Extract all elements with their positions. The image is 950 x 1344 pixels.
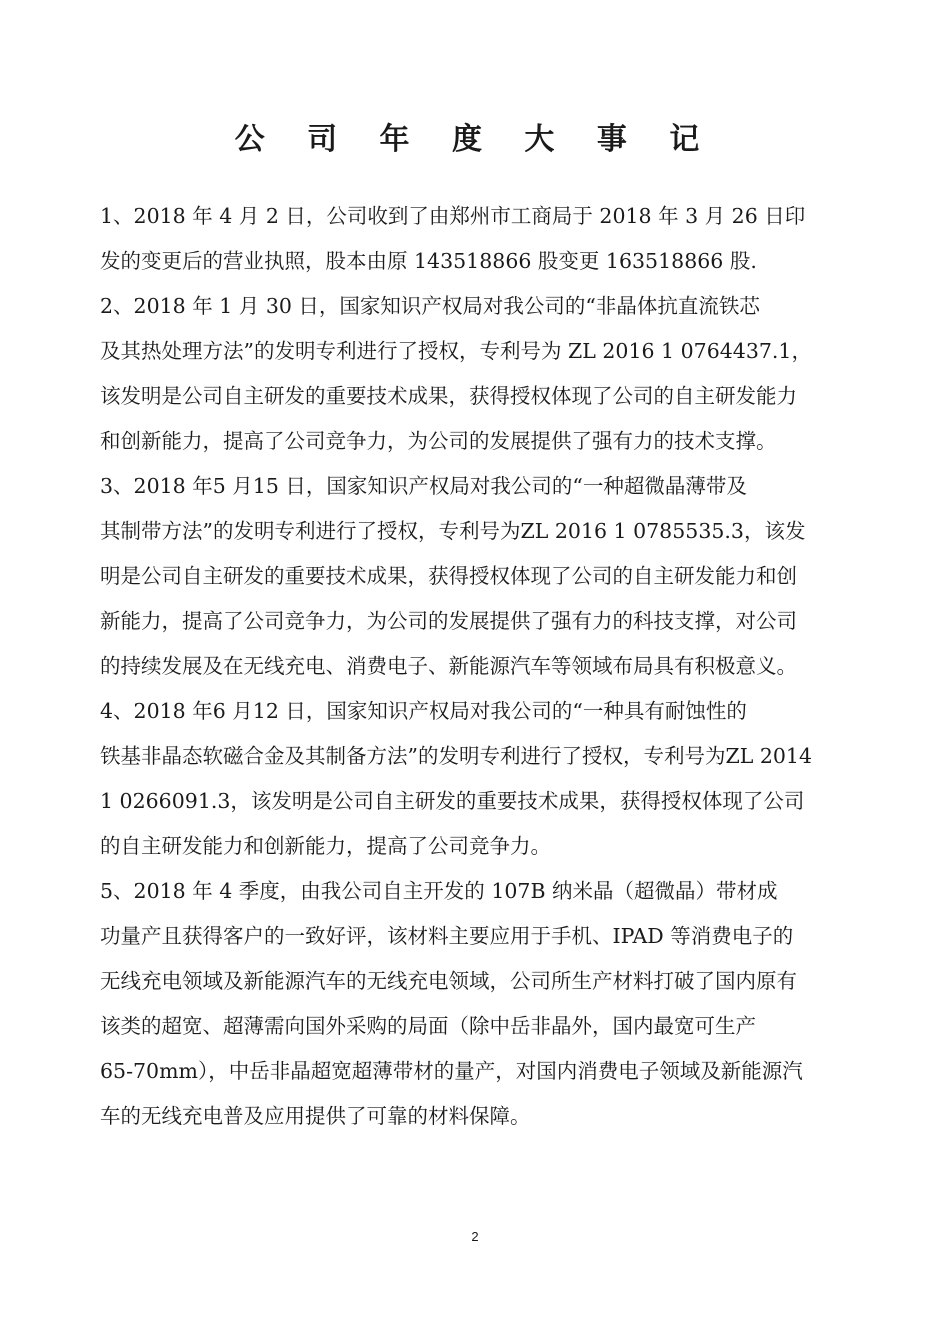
document-body	[100, 194, 852, 1139]
paragraph-2: 2、2018 年 1 月 30 日，国家知识产权局对我公司的“非晶体抗直流铁芯 及其热处理方法”的发明专利进行了授权，专利号为 ZL 2016 1 0764437.1， 该发明是公司自主研发的重要技术成果，获得授权体现了公司的自主研发能力 和创新能力，提高了公司竞争力，为公司的发展提供了强有力的技术支撑。	[100, 294, 812, 453]
paragraph-1: 1、2018 年 4 月 2 日，公司收到了由郑州市工商局于 2018 年 3 月 26 日印 发的变更后的营业执照，股本由原 143518866 股变更 163518866 股.	[100, 204, 806, 273]
paragraph-4: 4、2018 年6 月12 日，国家知识产权局对我公司的“一种具有耐蚀性的 铁基非晶态软磁合金及其制备方法”的发明专利进行了授权，专利号为ZL 2014 1 0266091.3，该发明是公司自主研发的重要技术成果，获得授权体现了公司 的自主研发能力和创新能力，提高了公司竞争力。	[100, 699, 813, 858]
paragraph-3: 3、2018 年5 月15 日，国家知识产权局对我公司的“一种超微晶薄带及 其制带方法”的发明专利进行了授权，专利号为ZL 2016 1 0785535.3，该发 明是公司自主研发的重要技术成果，获得授权体现了公司的自主研发能力和创 新能力，提高了公司竞争力，为公司的发展提供了强有力的科技支撑，对公司 的持续发展及在无线充电、消费电子、新能源汽车等领域布局具有积极意义。	[100, 474, 806, 678]
paragraph-5: 5、2018 年 4 季度，由我公司自主开发的 107B 纳米晶（超微晶）带材成 功量产且获得客户的一致好评，该材料主要应用于手机、IPAD 等消费电子的 无线充电领域及新能源汽车的无线充电领域，公司所生产材料打破了国内原有 该类的超宽、超薄需向国外采购的局面（除中岳非晶外，国内最宽可生产 65-70mm），中岳非晶超宽超薄带材的量产，对国内消费电子领域及新能源汽 车的无线充电普及应用提供了可靠的材料保障。	[100, 879, 803, 1128]
page-title: 公 司 年 度 大 事 记	[234, 122, 716, 157]
page-number: 2	[471, 1229, 479, 1244]
